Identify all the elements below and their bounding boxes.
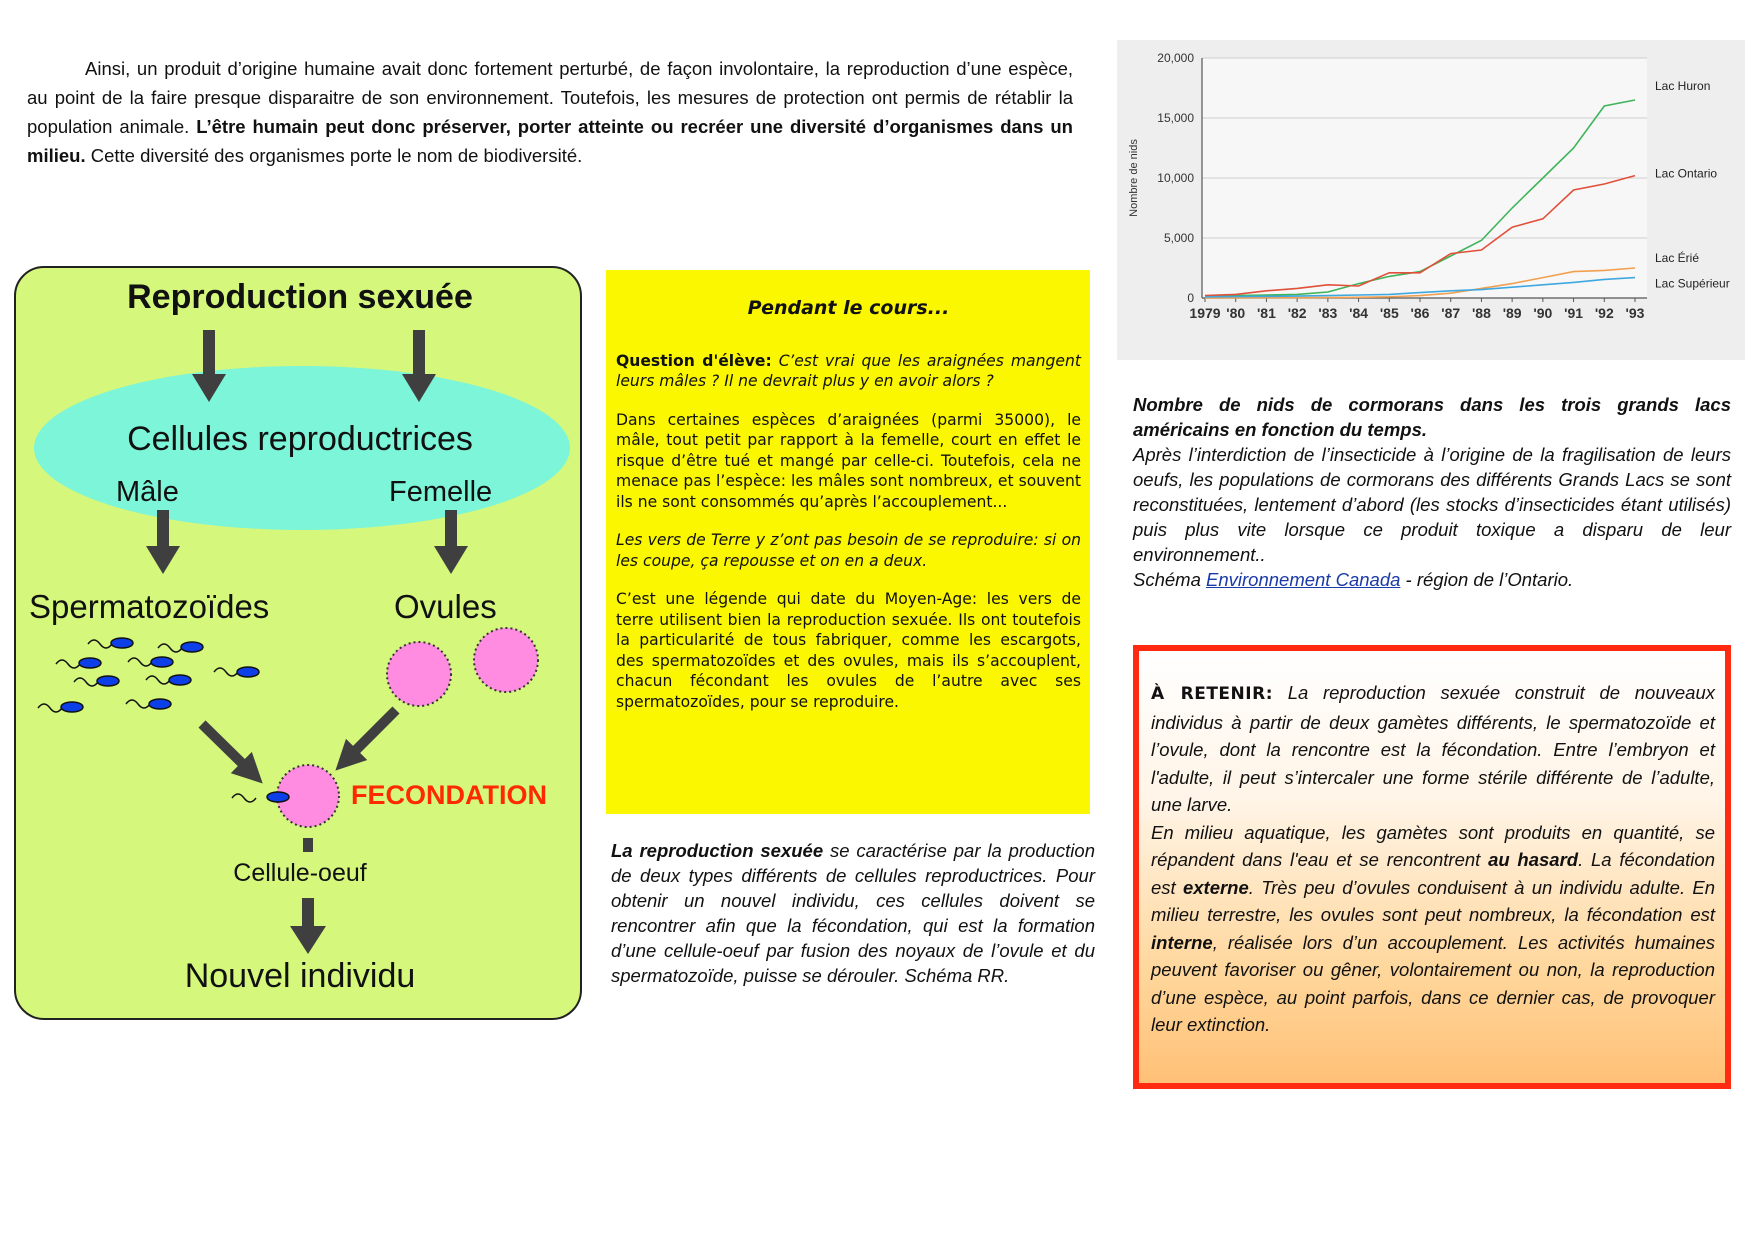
egg-cell-mark: [303, 838, 313, 852]
key-points-box: [1133, 645, 1731, 1089]
spermatozoon: [146, 675, 191, 685]
spermatozoon: [38, 702, 83, 712]
x-tick-label: '89: [1502, 305, 1522, 321]
student-question-2: Les vers de Terre y z’ont pas besoin de se reproduire: si on les coupe, ça repousse et on en a deux.: [616, 531, 1081, 570]
diagram-graphics: [16, 268, 582, 1020]
chart-grid: [1202, 58, 1647, 298]
chart-source-suffix: - région de l’Ontario.: [1400, 569, 1574, 590]
diagram-caption-bold: La reproduction sexuée: [611, 840, 824, 861]
question-label: Question d'élève:: [616, 351, 772, 370]
class-notes-box: [606, 270, 1090, 814]
x-tick-label: '88: [1471, 305, 1491, 321]
series-legend-label: Lac Érié: [1655, 251, 1700, 265]
spermatozoon: [56, 658, 101, 668]
y-tick-label: 20,000: [1157, 51, 1194, 65]
x-tick-label: '91: [1564, 305, 1584, 321]
spermatozoon: [126, 699, 171, 709]
fecondation-label: FECONDATION: [351, 780, 547, 810]
spermatozoa-group: [38, 638, 259, 712]
intro-paragraph: [27, 54, 1073, 170]
key-points-bold-interne: interne: [1151, 931, 1213, 953]
spermatozoon: [128, 657, 173, 667]
y-tick-label: 5,000: [1163, 231, 1194, 245]
series-legend-label: Lac Ontario: [1655, 166, 1718, 181]
spermatozoon: [158, 642, 203, 652]
key-points-bold-hasard: au hasard: [1488, 849, 1579, 870]
key-points-paragraph-1: [1151, 679, 1715, 819]
x-tick-label: '90: [1533, 305, 1553, 321]
x-tick-label: '85: [1379, 305, 1399, 321]
sperm-label: Spermatozoïdes: [29, 588, 270, 625]
intro-text: Ainsi, un produit d’origine humaine avait donc fortement perturbé, de façon involontaire, la reproduction d’une espèce, au point de la faire presque disparaitre de son environnement. Toutefois, les mesures de protection ont permis de rétablir la population animale.: [27, 58, 1073, 137]
student-question-1: [616, 351, 1081, 392]
male-label: Mâle: [116, 476, 179, 508]
x-tick-label: '84: [1349, 305, 1369, 321]
cells-label: Cellules reproductrices: [127, 420, 473, 458]
key-points-text-2g: , réalisée lors d’un accouplement. Les activités humaines peuvent favoriser ou gêner, volontairement ou non, la reproduction d’une espèce, au point parfois, dans ce dernier cas, de provoquer leur extinction.: [1151, 931, 1715, 1035]
environnement-canada-link[interactable]: Environnement Canada: [1206, 569, 1401, 590]
spermatozoon: [214, 667, 259, 677]
egg-cell-label: Cellule-oeuf: [233, 859, 367, 887]
ovum-2: [474, 628, 538, 692]
key-points-text-2e: . Très peu d’ovules conduisent à un individu adulte. En milieu terrestre, les ovules sont peut nombreux, la fécondation est: [1151, 876, 1715, 925]
arrow-egg-new-individual: [290, 898, 326, 954]
female-label: Femelle: [389, 476, 493, 508]
ovum-1: [387, 642, 451, 706]
y-axis-label: Nombre de nids: [1128, 139, 1140, 217]
y-tick-label: 10,000: [1157, 171, 1194, 185]
series-legend-label: Lac Huron: [1655, 79, 1711, 93]
diagram-title: Reproduction sexuée: [127, 278, 473, 316]
chart-caption: [1133, 392, 1731, 592]
key-points-text-1: La reproduction sexuée construit de nouveaux individus à partir de deux gamètes différents, le spermatozoïde et l’ovule, dont la rencontre est la fécondation. Entre l’embryon et l'adulte, il peut s’intercaler une forme stérile différente de l’adulte, une larve.: [1151, 682, 1715, 815]
fecondation-spermatozoon: [232, 792, 289, 802]
cormorant-chart: [1117, 40, 1745, 360]
x-tick-label: '86: [1410, 305, 1430, 321]
x-tick-label: '81: [1256, 305, 1276, 321]
key-points-paragraph-2: [1151, 819, 1715, 1039]
intro-bold-text: L’être humain peut donc préserver, porter atteinte ou recréer une diversité d’organismes dans un milieu.: [27, 116, 1073, 166]
question-text: C’est vrai que les araignées mangent leurs mâles ? Il ne devrait plus y en avoir alors ?: [616, 351, 1081, 390]
arrow-female: [434, 510, 468, 574]
arrow-sperm-fecondation: [202, 724, 252, 773]
x-tick-label: '93: [1625, 305, 1645, 321]
y-tick-label: 15,000: [1157, 111, 1194, 125]
x-tick-label: '83: [1318, 305, 1338, 321]
key-points-text-2c: . La fécondation est: [1151, 849, 1715, 898]
intro-text-end: Cette diversité des organismes porte le nom de biodiversité.: [85, 145, 583, 166]
diagram-caption-text: se caractérise par la production de deux types différents de cellules reproductrices. Pour obtenir un nouvel individu, ces cellules doivent se rencontrer afin que la fécondation, qui est la formation d’une cellule-oeuf par fusion des noyaux de l’ovule et du spermatozoïde, puisse se dérouler. Schéma RR.: [611, 840, 1095, 986]
chart-caption-text: Après l’interdiction de l’insecticide à l’origine de la fragilisation de leurs oeufs, les populations de cormorans des différents Grands Lacs se sont reconstituées, lentement d’abord (les stocks d’insecticides étant utilisés) puis plus vite lorsque ce produit toxique a disparu de leur environnement..: [1133, 444, 1731, 565]
new-individual-label: Nouvel individu: [184, 957, 416, 995]
key-points-text-2a: En milieu aquatique, les gamètes sont produits en quantité, se répandent dans l'eau et se rencontrent: [1151, 821, 1715, 870]
x-tick-label: '92: [1594, 305, 1614, 321]
chart-svg: [1117, 40, 1745, 360]
answer-1: Dans certaines espèces d’araignées (parmi 35000), le mâle, tout petit par rapport à la femelle, court en effet le risque d’être tué et mangé par celle-ci. Toutefois, cela ne menace pas l’espèce: les mâles sont nombreux, et souvent ils ne sont consommés qu’après l’accouplement...: [616, 410, 1081, 511]
x-tick-label: 1979: [1189, 305, 1221, 321]
series-legend-label: Lac Supérieur: [1655, 276, 1730, 291]
x-tick-label: '87: [1441, 305, 1461, 321]
y-tick-label: 0: [1187, 291, 1194, 305]
chart-source-prefix: Schéma: [1133, 569, 1207, 590]
key-points-label: À RETENIR:: [1151, 684, 1273, 704]
ova-label: Ovules: [394, 588, 497, 625]
answer-2: C’est une légende qui date du Moyen-Age: les vers de terre utilisent bien la reproduction sexuée. Ils ont toutefois la particularité de tous fabriquer, comme les escargots, des spermatozoïdes et des ovules, mais ils s’accouplent, chacun fécondant les ovules de l’autre avec ses spermatozoïdes, pour se reproduire.: [616, 590, 1081, 711]
x-tick-label: '82: [1287, 305, 1307, 321]
key-points-bold-externe: externe: [1182, 876, 1249, 898]
spermatozoon: [88, 638, 133, 648]
diagram-caption: [611, 838, 1095, 988]
arrow-ova-fecondation: [346, 710, 396, 760]
x-tick-label: '80: [1226, 305, 1246, 321]
spermatozoon: [74, 676, 119, 686]
chart-caption-title: Nombre de nids de cormorans dans les trois grands lacs américains en fonction du temps.: [1133, 394, 1731, 440]
class-notes-title: Pendant le cours...: [747, 297, 950, 319]
reproduction-diagram: [14, 266, 582, 1020]
